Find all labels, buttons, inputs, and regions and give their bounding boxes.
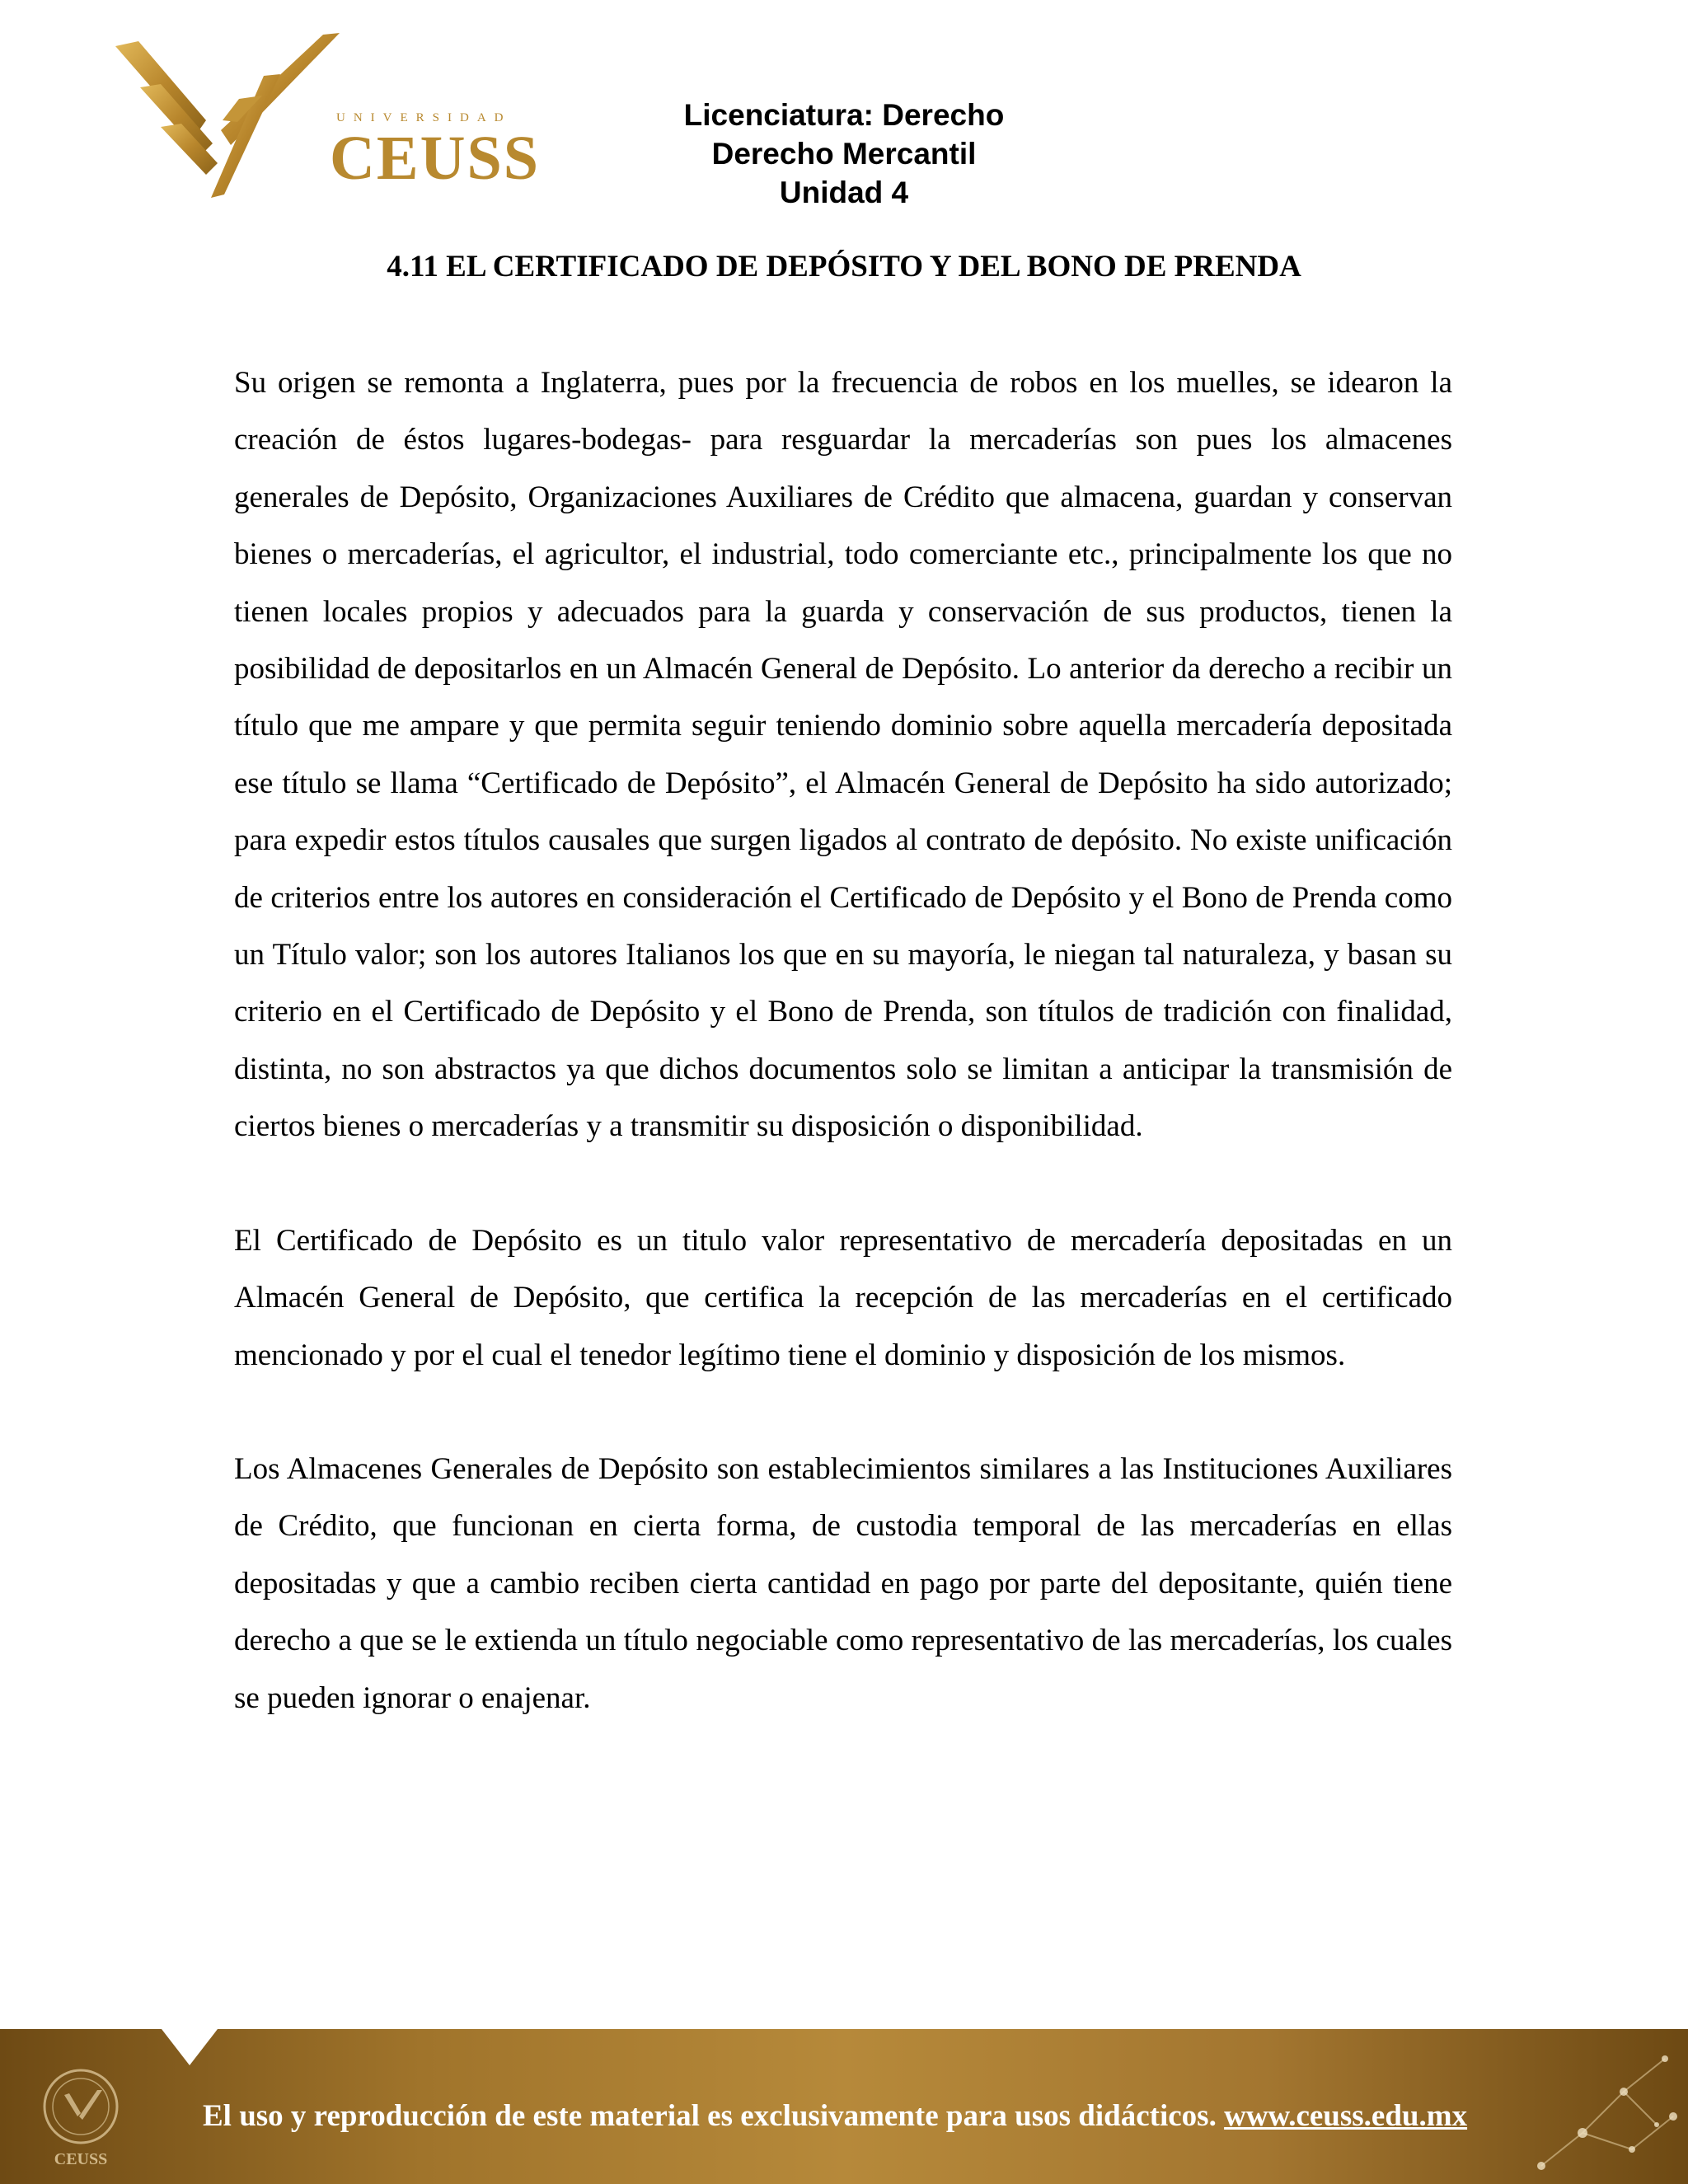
paragraph: El Certificado de Depósito es un titulo valor representativo de mercadería depositadas en un Almacén General de Depósito, que certifica la recepción de las mercaderías en el certificado mencionado y por el cual el tenedor legítimo tiene el dominio y disposición de los mismos. (234, 1223, 1452, 1372)
university-seal-icon (41, 2062, 120, 2169)
ceuss-logo (115, 30, 540, 213)
footer-notice (203, 2098, 1587, 2134)
logo-subtitle: UNIVERSIDAD (336, 111, 512, 124)
document-header (610, 96, 1078, 212)
logo-wordmark: CEUSS (330, 124, 540, 193)
course-title: Derecho Mercantil (711, 137, 977, 171)
constellation-icon (1533, 2042, 1688, 2182)
footer-band (0, 2029, 1688, 2184)
usage-notice: El uso y reproducción de este material es exclusivamente para usos didácticos. (203, 2099, 1217, 2133)
unit-title: Unidad 4 (779, 176, 909, 209)
website-link[interactable]: www.ceuss.edu.mx (1224, 2099, 1468, 2133)
section-title: 4.11 EL CERTIFICADO DE DEPÓSITO Y DEL BONO DE PRENDA (387, 250, 1301, 284)
footer-notch (162, 2029, 218, 2065)
paragraph: Los Almacenes Generales de Depósito son establecimientos similares a las Instituciones Auxiliares de Crédito, que funcionan en cierta forma, de custodia temporal de las mercaderías en ellas depositadas y que a cambio reciben cierta cantidad en pago por parte del depositante, quién tiene derecho a que se le extienda un título negociable como representativo de las mercaderías, los cuales se pueden ignorar o enajenar. (234, 1451, 1452, 1715)
paragraph: Su origen se remonta a Inglaterra, pues por la frecuencia de robos en los muelles, se idearon la creación de éstos lugares-bodegas- para resguardar la mercaderías son pues los almacenes generales de Depósito, Organizaciones Auxiliares de Crédito que almacena, guardan y conservan bienes o mercaderías, el agricultor, el industrial, todo comerciante etc., principalmente los que no tienen locales propios y adecuados para la guarda y conservación de sus productos, tienen la posibilidad de depositarlos en un Almacén General de Depósito. Lo anterior da derecho a recibir un título que me ampare y que permita seguir teniendo dominio sobre aquella mercadería depositada ese título se llama “Certificado de Depósito”, el Almacén General de Depósito ha sido autorizado; para expedir estos títulos causales que surgen ligados al contrato de depósito. No existe unificación de criterios entre los autores en consideración el Certificado de Depósito y el Bono de Prenda como un Título valor; son los autores Italianos los que en su mayoría, le niegan tal naturaleza, y basan su criterio en el Certificado de Depósito y el Bono de Prenda, son títulos de tradición con finalidad, distinta, no son abstractos ya que dichos documentos solo se limitan a anticipar la transmisión de ciertos bienes o mercaderías y a transmitir su disposición o disponibilidad. (234, 366, 1452, 1144)
document-body (234, 354, 1452, 1783)
seal-label: CEUSS (54, 2150, 108, 2168)
program-title: Licenciatura: Derecho (683, 98, 1005, 132)
